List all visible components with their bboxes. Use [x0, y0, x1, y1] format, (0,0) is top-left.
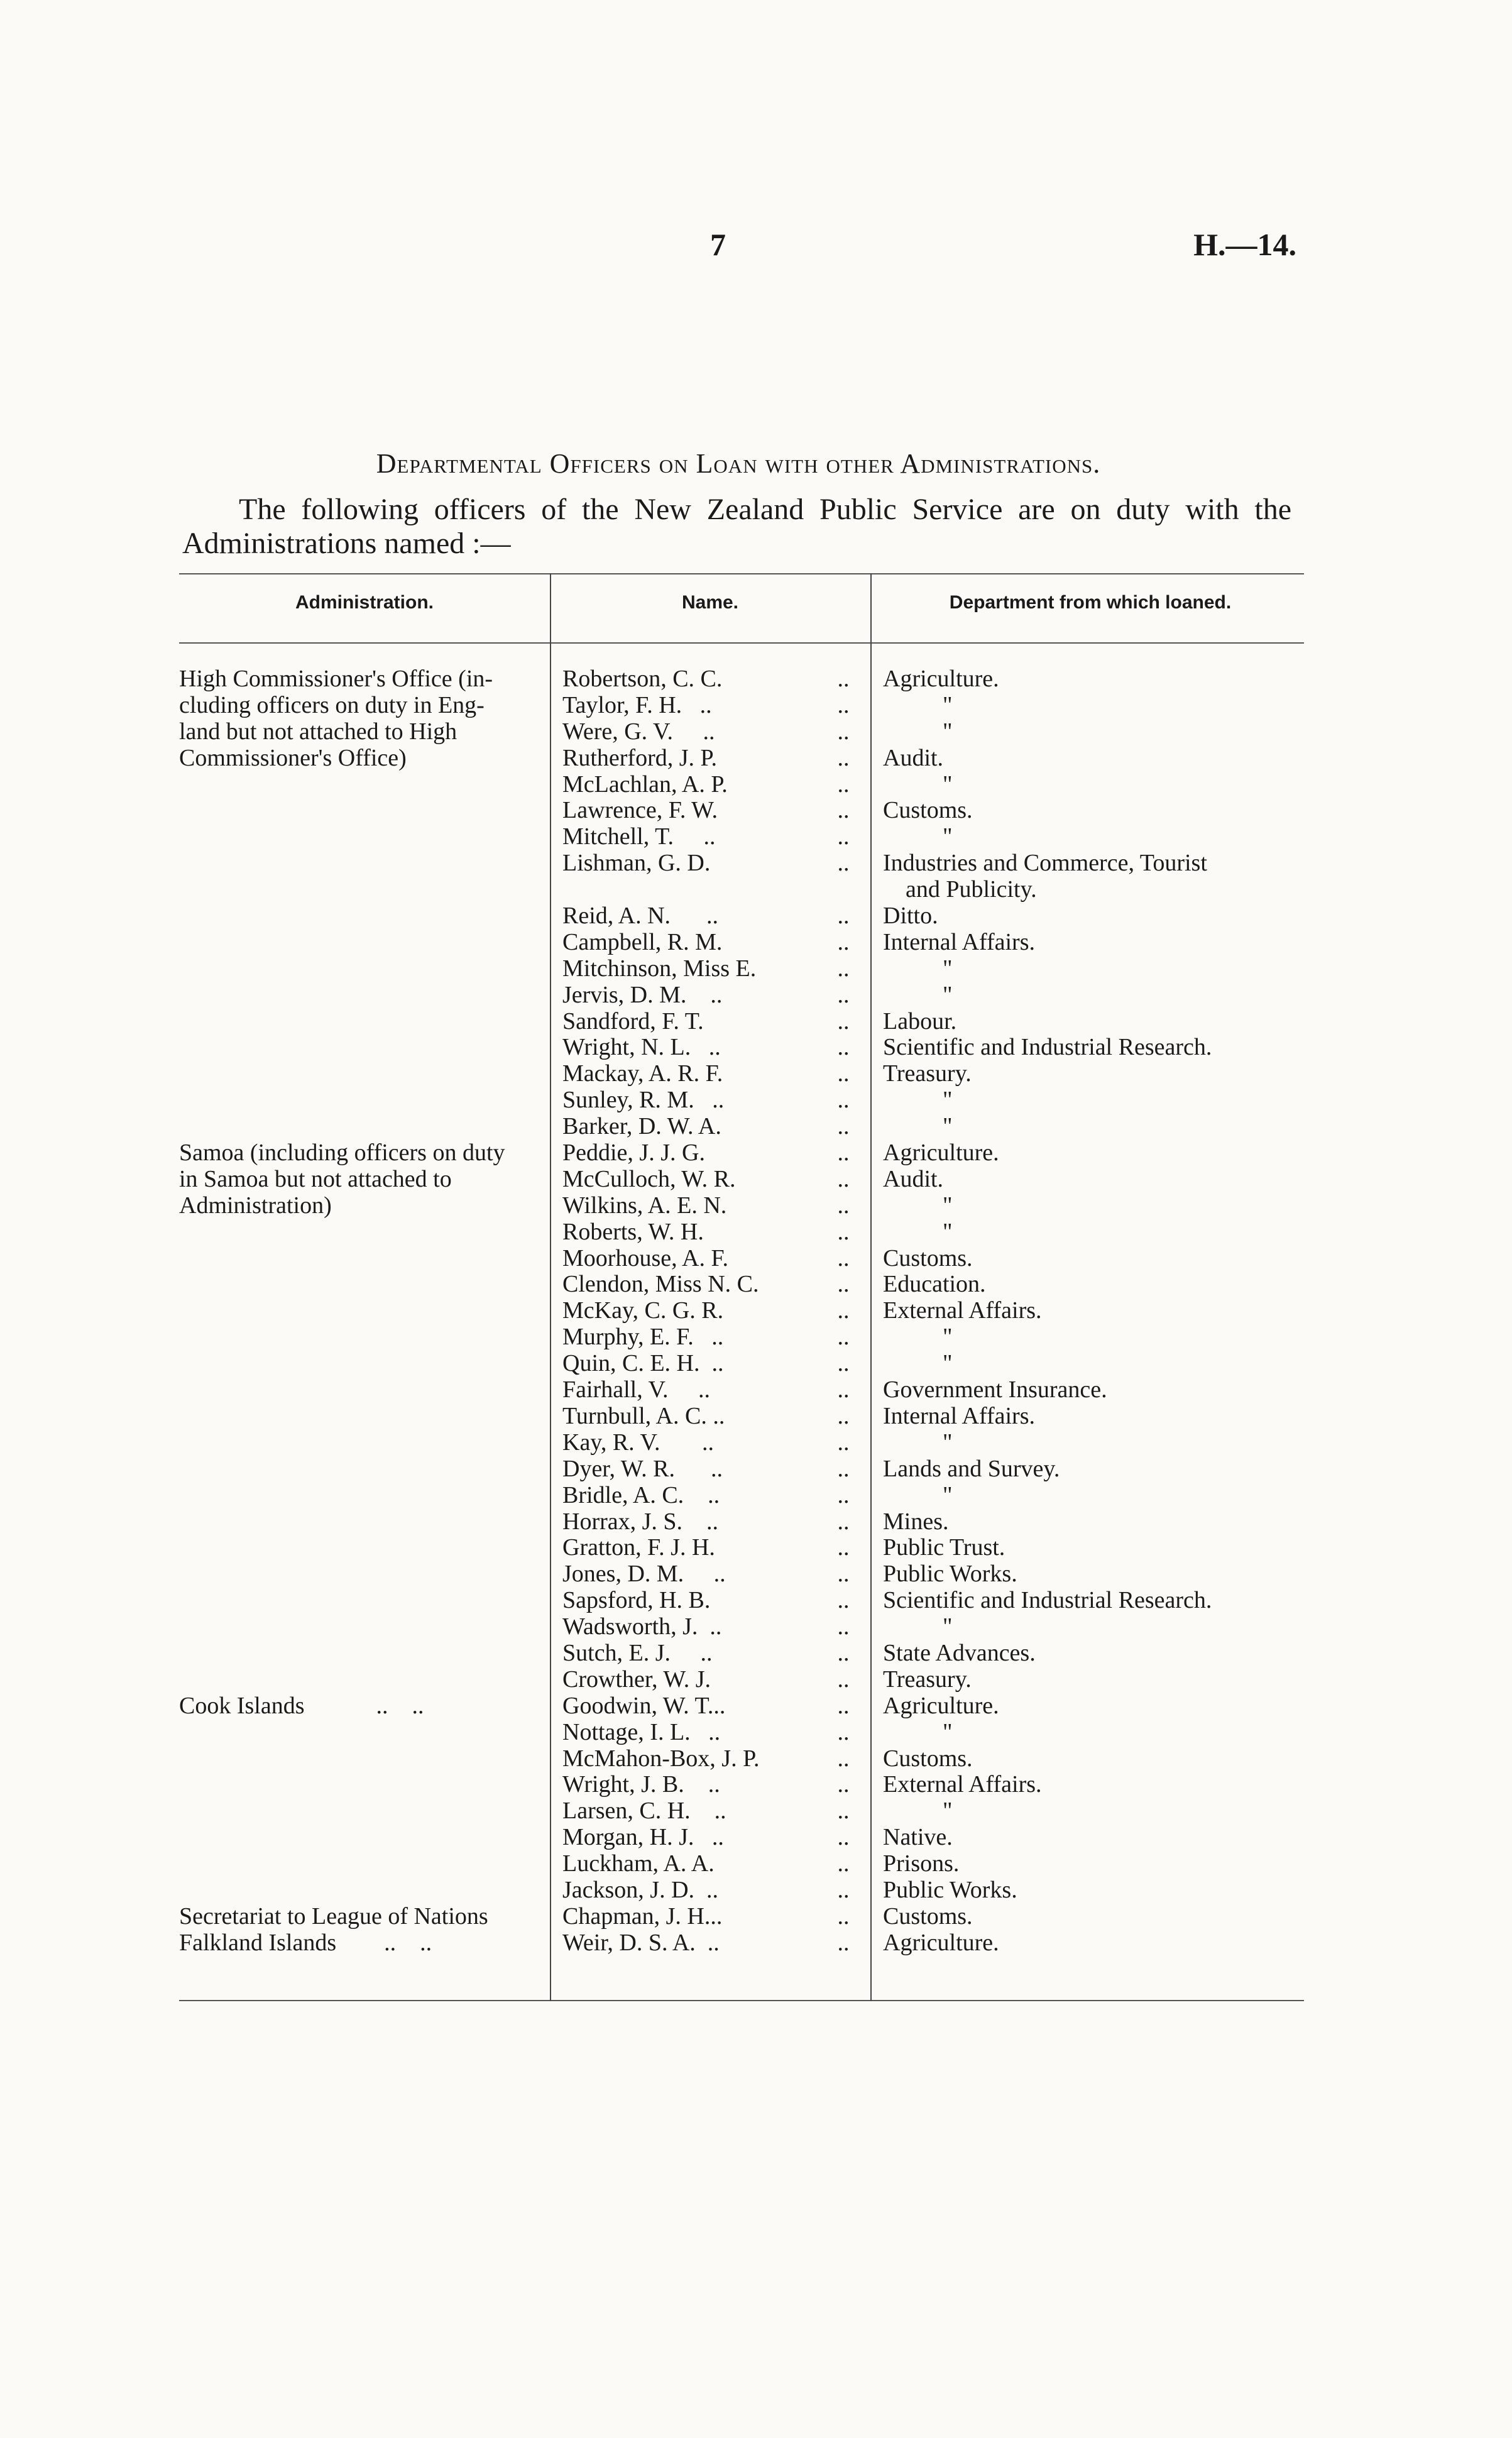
name-cell: Reid, A. N. .. — [562, 903, 719, 930]
department-cell: " — [943, 823, 953, 850]
leader-dots: .. — [837, 1087, 850, 1114]
name-cell: Wadsworth, J. .. — [562, 1613, 722, 1640]
name-cell: McMahon-Box, J. P. — [562, 1745, 760, 1772]
department-cell: State Advances. — [883, 1639, 1036, 1666]
leader-dots: .. — [837, 1376, 850, 1403]
column-header-name: Name. — [681, 592, 739, 613]
table-row — [0, 1667, 1512, 1693]
table-row — [0, 1614, 1512, 1640]
leader-dots: .. — [837, 1824, 850, 1851]
leader-dots: .. — [837, 691, 850, 718]
name-cell: Campbell, R. M. — [562, 928, 723, 955]
table-row — [0, 1851, 1512, 1877]
administration-cell: Commissioner's Office) — [179, 744, 407, 771]
table-row — [0, 1772, 1512, 1798]
table-row — [0, 1483, 1512, 1509]
table-row — [0, 824, 1512, 850]
leader-dots: .. — [837, 1402, 850, 1429]
name-cell: Kay, R. V. .. — [562, 1429, 715, 1456]
name-cell: Chapman, J. H... — [562, 1903, 723, 1930]
leader-dots: .. — [837, 1587, 850, 1614]
table-row — [0, 1746, 1512, 1772]
department-cell: Audit. — [883, 744, 944, 771]
name-cell: Mitchinson, Miss E. — [562, 955, 757, 982]
department-cell: Customs. — [883, 1745, 973, 1772]
department-cell: " — [943, 1718, 953, 1745]
table-row — [0, 1561, 1512, 1588]
table-row — [0, 850, 1512, 877]
department-cell: External Affairs. — [883, 1771, 1042, 1798]
department-cell: " — [943, 691, 953, 718]
table-row — [0, 1009, 1512, 1035]
leader-dots: .. — [837, 1034, 850, 1061]
name-cell: Larsen, C. H. .. — [562, 1798, 726, 1825]
table-row — [0, 1035, 1512, 1061]
department-cell: Public Trust. — [883, 1534, 1005, 1561]
column-header-administration: Administration. — [295, 592, 434, 613]
table-row — [0, 956, 1512, 982]
table-body — [0, 666, 1512, 1957]
table-header-rule — [179, 642, 1304, 644]
table-row — [0, 1061, 1512, 1087]
table-row — [0, 1114, 1512, 1140]
leader-dots: .. — [837, 1613, 850, 1640]
table-row — [0, 719, 1512, 745]
department-cell: Treasury. — [883, 1060, 972, 1087]
intro-paragraph: The following officers of the New Zealand Public Service are on duty with the Administrations named :— — [182, 493, 1291, 560]
table-row — [0, 1351, 1512, 1377]
department-cell: " — [943, 981, 953, 1008]
leader-dots: .. — [837, 1271, 850, 1298]
name-cell: Nottage, I. L. .. — [562, 1718, 721, 1745]
administration-cell: Secretariat to League of Nations — [179, 1903, 488, 1930]
department-cell: Labour. — [883, 1008, 957, 1035]
leader-dots: .. — [837, 1929, 850, 1956]
table-row — [0, 1535, 1512, 1561]
page-number: 7 — [710, 227, 726, 262]
table-row — [0, 1193, 1512, 1219]
department-cell: External Affairs. — [883, 1297, 1042, 1324]
leader-dots: .. — [837, 666, 850, 692]
department-cell: " — [943, 1350, 953, 1377]
table-row — [0, 1430, 1512, 1456]
table-row — [0, 693, 1512, 719]
leader-dots: .. — [837, 1113, 850, 1140]
name-cell: Were, G. V. .. — [562, 718, 715, 745]
department-cell: Agriculture. — [883, 1139, 999, 1167]
leader-dots: .. — [837, 1798, 850, 1825]
name-cell: Taylor, F. H. .. — [562, 691, 712, 718]
table-row — [0, 982, 1512, 1009]
leader-dots: .. — [837, 797, 850, 824]
leader-dots: .. — [837, 1008, 850, 1035]
department-cell: Education. — [883, 1271, 986, 1298]
name-cell: Lawrence, F. W. — [562, 797, 718, 824]
table-row — [0, 1219, 1512, 1246]
leader-dots: .. — [837, 1666, 850, 1693]
name-cell: Mackay, A. R. F. — [562, 1060, 723, 1087]
department-cell: Mines. — [883, 1508, 949, 1535]
department-cell: Native. — [883, 1824, 953, 1851]
leader-dots: .. — [837, 1192, 850, 1219]
leader-dots: .. — [837, 928, 850, 955]
name-cell: Sapsford, H. B. — [562, 1587, 711, 1614]
table-row — [0, 1271, 1512, 1298]
department-cell: Agriculture. — [883, 1692, 999, 1719]
department-cell: Industries and Commerce, Tourist — [883, 850, 1207, 877]
leader-dots: .. — [837, 1324, 850, 1351]
department-cell: Government Insurance. — [883, 1376, 1107, 1403]
administration-cell: Cook Islands .. .. — [179, 1692, 424, 1719]
name-cell: Dyer, W. R. .. — [562, 1455, 723, 1482]
name-cell: Quin, C. E. H. .. — [562, 1350, 724, 1377]
department-cell: Public Works. — [883, 1561, 1017, 1588]
name-cell: Wilkins, A. E. N. — [562, 1192, 727, 1219]
table-row — [0, 1693, 1512, 1720]
name-cell: Moorhouse, A. F. — [562, 1244, 729, 1271]
name-cell: Weir, D. S. A. .. — [562, 1929, 720, 1956]
department-cell: Scientific and Industrial Research. — [883, 1587, 1212, 1614]
department-cell: Agriculture. — [883, 1929, 999, 1956]
name-cell: Gratton, F. J. H. — [562, 1534, 715, 1561]
table-row — [0, 1377, 1512, 1403]
name-cell: Wright, N. L. .. — [562, 1034, 721, 1061]
name-cell: Bridle, A. C. .. — [562, 1481, 720, 1508]
name-cell: Horrax, J. S. .. — [562, 1508, 719, 1535]
administration-cell: cluding officers on duty in Eng- — [179, 691, 485, 718]
name-cell: Luckham, A. A. — [562, 1850, 715, 1877]
department-cell: " — [943, 1087, 953, 1114]
department-cell: " — [943, 1324, 953, 1351]
table-row — [0, 1509, 1512, 1535]
name-cell: Rutherford, J. P. — [562, 744, 717, 771]
department-cell: " — [943, 1429, 953, 1456]
department-cell: Audit. — [883, 1165, 944, 1192]
name-cell: Fairhall, V. .. — [562, 1376, 711, 1403]
document-reference: H.—14. — [1193, 227, 1296, 262]
table-row — [0, 1087, 1512, 1114]
leader-dots: .. — [837, 1850, 850, 1877]
table-row — [0, 1246, 1512, 1272]
table-bottom-rule — [179, 2000, 1304, 2001]
department-cell: " — [943, 955, 953, 982]
name-cell: McKay, C. G. R. — [562, 1297, 724, 1324]
department-cell: Customs. — [883, 1244, 973, 1271]
leader-dots: .. — [837, 903, 850, 930]
name-cell: Jackson, J. D. .. — [562, 1876, 719, 1903]
leader-dots: .. — [837, 1639, 850, 1666]
name-cell: Morgan, H. J. .. — [562, 1824, 724, 1851]
leader-dots: .. — [837, 1165, 850, 1192]
leader-dots: .. — [837, 1429, 850, 1456]
leader-dots: .. — [837, 1903, 850, 1930]
leader-dots: .. — [837, 1508, 850, 1535]
column-header-department: Department from which loaned. — [949, 592, 1232, 613]
name-cell: Sandford, F. T. — [562, 1008, 704, 1035]
name-cell: Roberts, W. H. — [562, 1218, 704, 1245]
leader-dots: .. — [837, 1771, 850, 1798]
department-cell: Ditto. — [883, 903, 938, 930]
table-row — [0, 1877, 1512, 1904]
name-cell: Sunley, R. M. .. — [562, 1087, 725, 1114]
leader-dots: .. — [837, 1745, 850, 1772]
table-row — [0, 930, 1512, 956]
name-cell: McCulloch, W. R. — [562, 1165, 736, 1192]
department-cell: " — [943, 1613, 953, 1640]
leader-dots: .. — [837, 744, 850, 771]
name-cell: Jones, D. M. .. — [562, 1561, 726, 1588]
leader-dots: .. — [837, 1561, 850, 1588]
administration-cell: Falkland Islands .. .. — [179, 1929, 432, 1956]
leader-dots: .. — [837, 1876, 850, 1903]
administration-cell: High Commissioner's Office (in- — [179, 666, 493, 692]
name-cell: Jervis, D. M. .. — [562, 981, 723, 1008]
department-cell: Scientific and Industrial Research. — [883, 1034, 1212, 1061]
administration-cell: Samoa (including officers on duty — [179, 1139, 505, 1167]
name-cell: Goodwin, W. T... — [562, 1692, 726, 1719]
section-title: Departmental Officers on Loan with other Administrations. — [376, 448, 1101, 479]
name-cell: Robertson, C. C. — [562, 666, 723, 692]
table-row — [0, 1588, 1512, 1614]
name-cell: McLachlan, A. P. — [562, 771, 728, 798]
table-row — [0, 666, 1512, 693]
leader-dots: .. — [837, 1139, 850, 1167]
name-cell: Wright, J. B. .. — [562, 1771, 720, 1798]
department-cell: Agriculture. — [883, 666, 999, 692]
table-row — [0, 1904, 1512, 1930]
department-cell: Customs. — [883, 1903, 973, 1930]
table-top-rule — [179, 573, 1304, 574]
department-cell: Public Works. — [883, 1876, 1017, 1903]
table-row — [0, 1825, 1512, 1851]
leader-dots: .. — [837, 955, 850, 982]
table-row — [0, 1324, 1512, 1351]
name-cell: Crowther, W. J. — [562, 1666, 711, 1693]
leader-dots: .. — [837, 981, 850, 1008]
leader-dots: .. — [837, 1350, 850, 1377]
table-row — [0, 772, 1512, 798]
department-cell: " — [943, 771, 953, 798]
department-cell: Customs. — [883, 797, 973, 824]
department-cell: " — [943, 1481, 953, 1508]
table-row — [0, 1798, 1512, 1825]
leader-dots: .. — [837, 850, 850, 877]
leader-dots: .. — [837, 1297, 850, 1324]
department-cell: Treasury. — [883, 1666, 972, 1693]
leader-dots: .. — [837, 771, 850, 798]
department-cell: Internal Affairs. — [883, 1402, 1035, 1429]
name-cell: Murphy, E. F. .. — [562, 1324, 724, 1351]
table-row — [0, 1298, 1512, 1324]
table-row — [0, 1140, 1512, 1167]
name-cell: Peddie, J. J. G. — [562, 1139, 705, 1167]
table-row — [0, 1720, 1512, 1746]
name-cell: Barker, D. W. A. — [562, 1113, 721, 1140]
name-cell: Clendon, Miss N. C. — [562, 1271, 759, 1298]
name-cell: Turnbull, A. C. .. — [562, 1402, 725, 1429]
leader-dots: .. — [837, 718, 850, 745]
leader-dots: .. — [837, 1244, 850, 1271]
administration-cell: Administration) — [179, 1192, 332, 1219]
leader-dots: .. — [837, 1692, 850, 1719]
table-row — [0, 1640, 1512, 1667]
department-cell: " — [943, 1192, 953, 1219]
name-cell: Mitchell, T. .. — [562, 823, 716, 850]
administration-cell: in Samoa but not attached to — [179, 1165, 452, 1192]
table-row — [0, 1167, 1512, 1193]
name-cell: Sutch, E. J. .. — [562, 1639, 713, 1666]
leader-dots: .. — [837, 1060, 850, 1087]
administration-cell: land but not attached to High — [179, 718, 457, 745]
department-cell: " — [943, 718, 953, 745]
department-cell: " — [943, 1798, 953, 1825]
table-row — [0, 903, 1512, 930]
table-row — [0, 745, 1512, 772]
department-cell: and Publicity. — [906, 876, 1037, 903]
table-row — [0, 1403, 1512, 1430]
leader-dots: .. — [837, 1718, 850, 1745]
department-cell: Lands and Survey. — [883, 1455, 1060, 1482]
name-cell: Lishman, G. D. — [562, 850, 711, 877]
table-row — [0, 1456, 1512, 1483]
department-cell: Prisons. — [883, 1850, 960, 1877]
leader-dots: .. — [837, 1218, 850, 1245]
table-row — [0, 1930, 1512, 1957]
department-cell: " — [943, 1218, 953, 1245]
department-cell: Internal Affairs. — [883, 928, 1035, 955]
leader-dots: .. — [837, 1534, 850, 1561]
department-cell: " — [943, 1113, 953, 1140]
leader-dots: .. — [837, 1455, 850, 1482]
table-row — [0, 798, 1512, 824]
leader-dots: .. — [837, 823, 850, 850]
leader-dots: .. — [837, 1481, 850, 1508]
table-row — [0, 877, 1512, 903]
